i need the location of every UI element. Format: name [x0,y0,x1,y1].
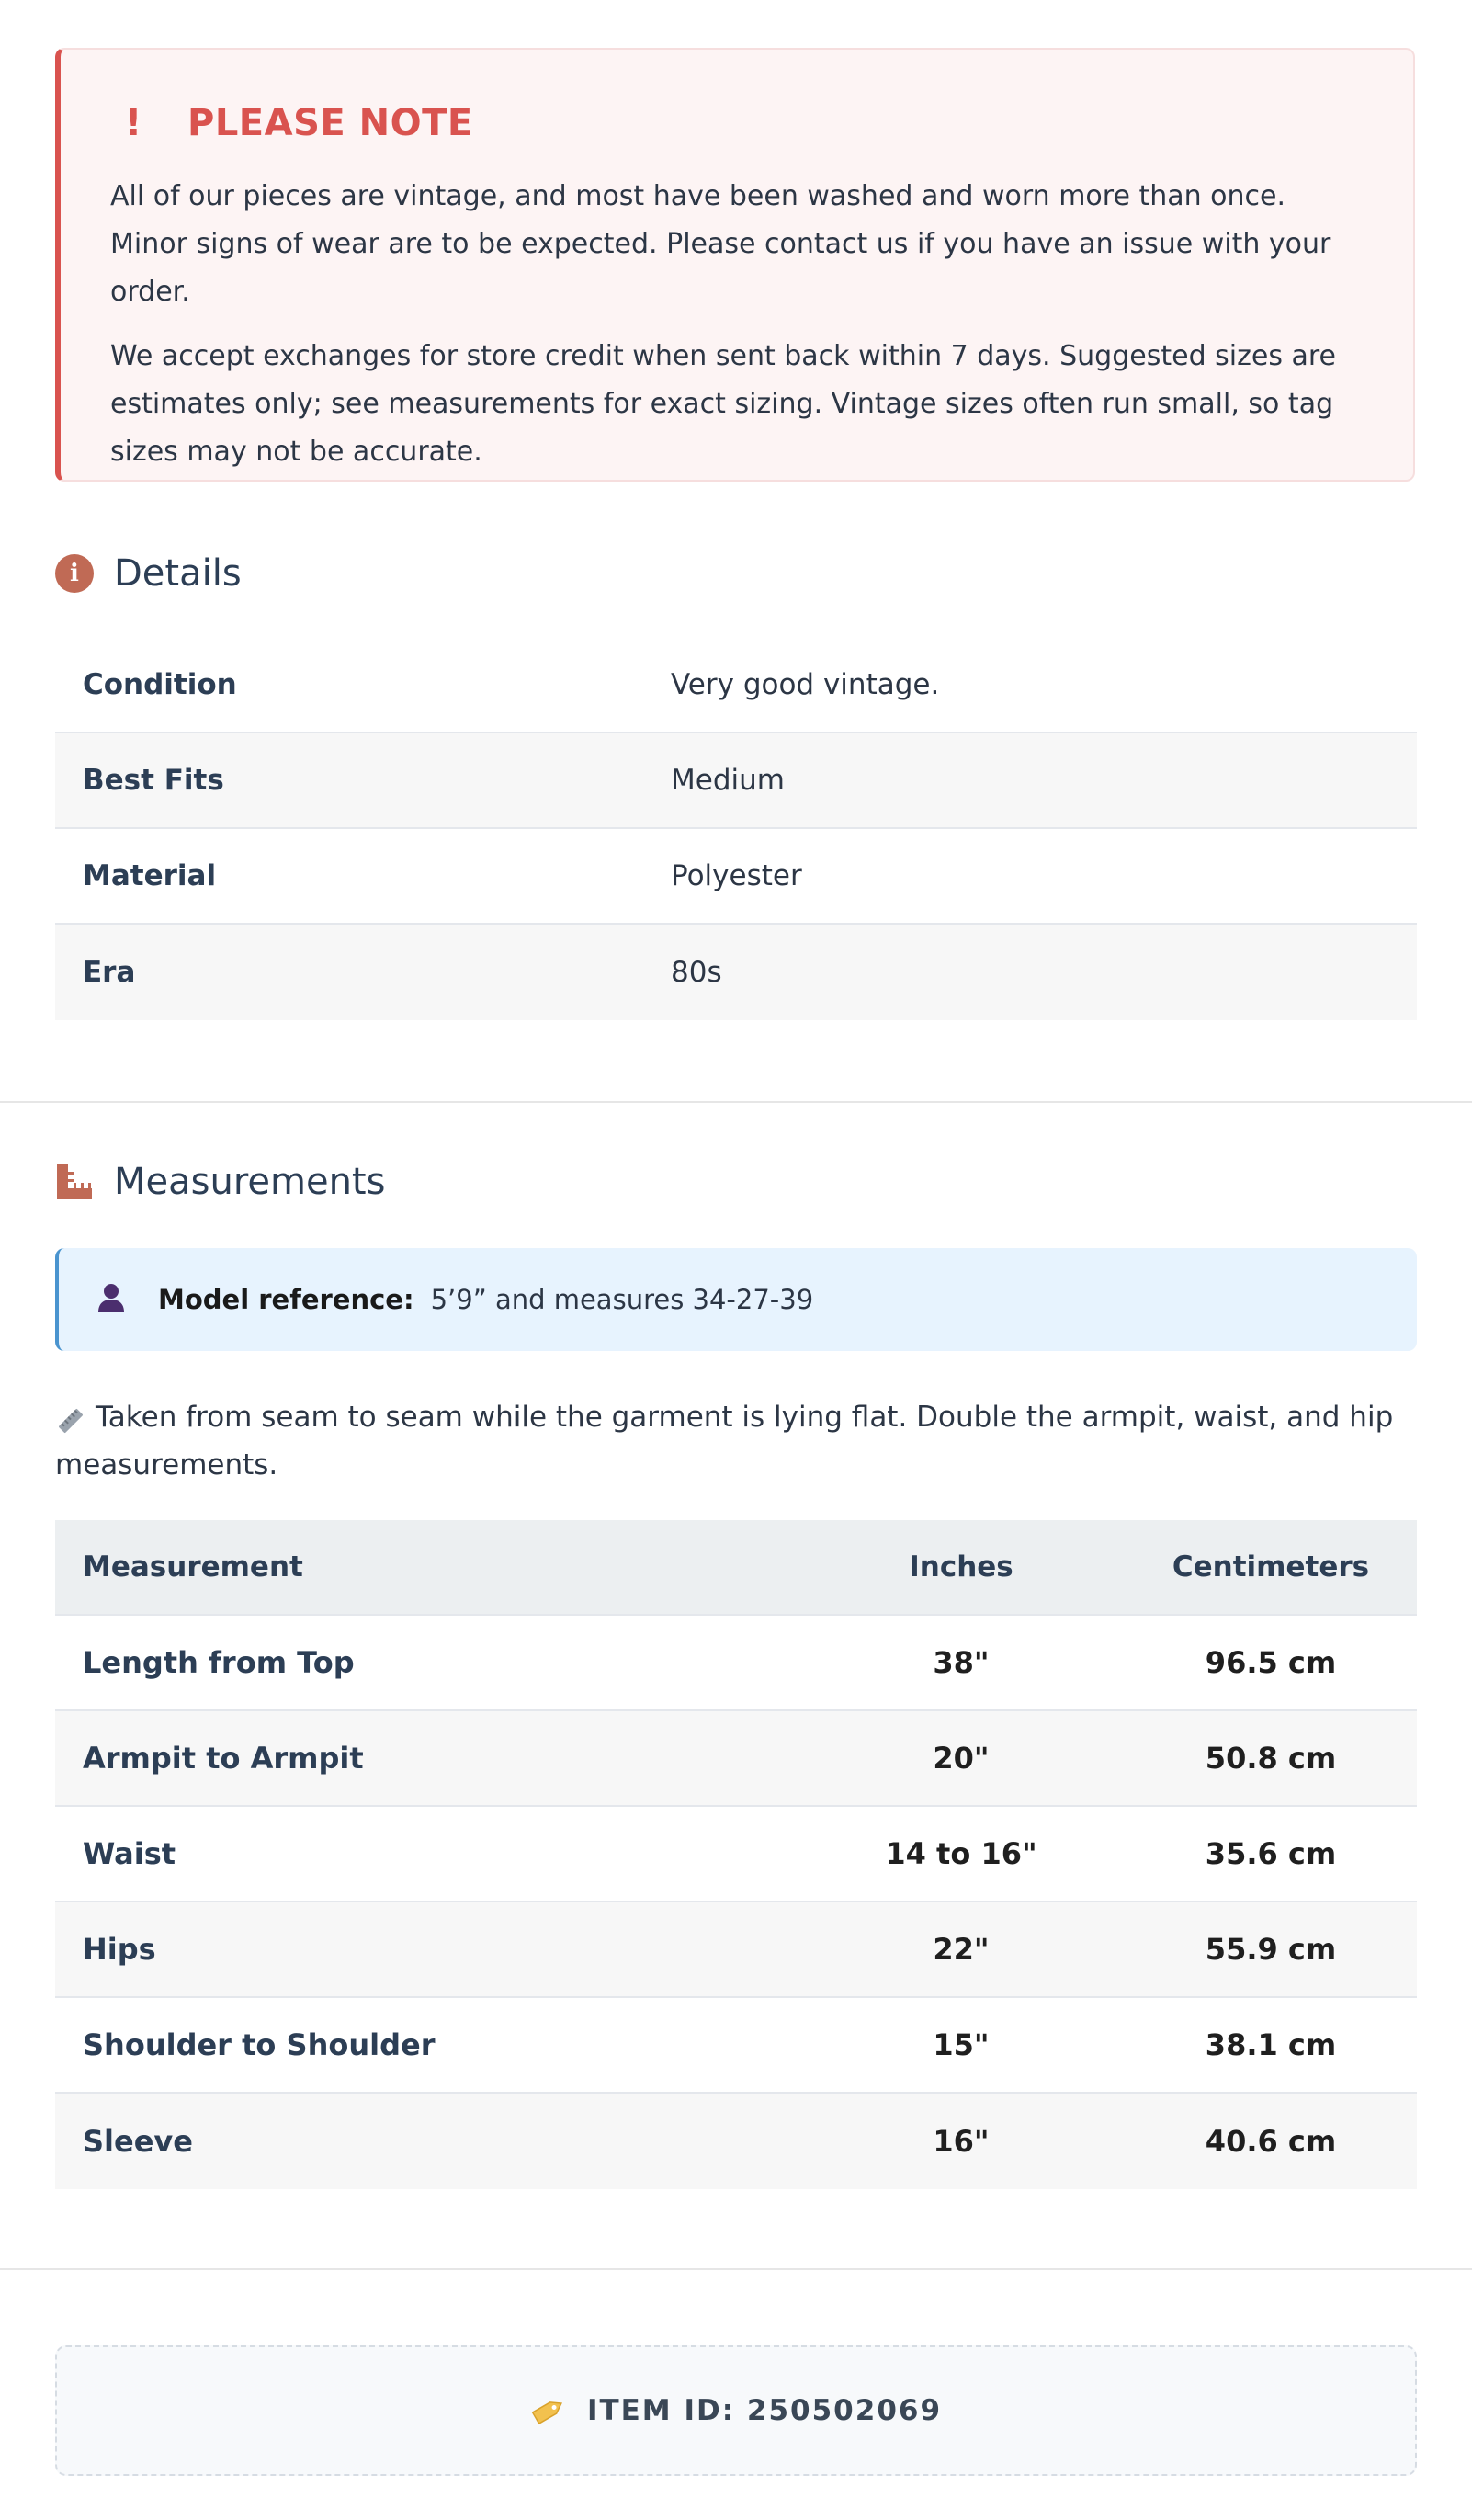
measurement-inches: 38" [933,1645,990,1680]
details-label: Condition [83,668,237,701]
notice-paragraph-1: All of our pieces are vintage, and most have been washed and worn more than once. Minor signs of wear are to be expected. Please contact us if you have an issue with your order. [110,180,1331,308]
notice-title: PLEASE NOTE [187,102,473,144]
details-title: Details [114,552,242,595]
table-row [55,1616,1417,1711]
table-row [55,1711,1417,1807]
details-table [55,638,1417,1020]
table-row [55,1998,1417,2094]
ruler-icon [55,1163,94,1201]
details-value: Very good vintage. [671,668,940,701]
measurement-inches: 15" [933,2027,990,2062]
details-value: Polyester [671,859,802,892]
measurement-name: Armpit to Armpit [83,1741,364,1776]
details-label: Material [83,859,217,892]
details-heading [55,548,242,599]
details-value: 80s [671,956,722,989]
notice-paragraph-2: We accept exchanges for store credit when sent back within 7 days. Suggested sizes are estimates only; see measurements for exact sizing. Vintage sizes often run small, so tag sizes may not be accurate. [110,340,1337,468]
measurement-inches: 14 to 16" [885,1836,1037,1871]
details-row [55,638,1417,733]
item-id-box [55,2345,1417,2476]
details-label: Era [83,956,136,989]
table-row [55,1807,1417,1902]
measurements-title: Measurements [114,1161,386,1203]
measurement-name: Waist [83,1836,176,1871]
measurements-heading [55,1156,385,1208]
info-icon: i [55,554,94,593]
notice-header [110,97,1369,149]
person-icon [96,1282,127,1317]
model-reference-value: 5’9” and measures 34-27-39 [430,1284,814,1315]
measurement-name: Hips [83,1932,156,1967]
model-reference-label: Model reference: [158,1284,414,1315]
section-divider [0,2268,1472,2270]
measurement-note [55,1393,1417,1489]
table-header-row [55,1520,1417,1616]
measurement-name: Shoulder to Shoulder [83,2027,436,2062]
measurement-cm: 96.5 cm [1205,1645,1337,1680]
section-divider [0,1101,1472,1103]
table-row [55,2094,1417,2189]
item-id-text: ITEM ID: 250502069 [586,2394,943,2427]
column-header-measurement: Measurement [83,1550,303,1584]
column-header-centimeters: Centimeters [1172,1550,1370,1584]
measurement-cm: 35.6 cm [1205,1836,1337,1871]
details-row [55,925,1417,1020]
measurement-cm: 50.8 cm [1205,1741,1337,1776]
details-label: Best Fits [83,764,224,797]
ruler-straight-icon [55,1403,86,1435]
exclamation-icon: ! [125,102,142,144]
measurement-cm: 38.1 cm [1205,2027,1337,2062]
model-reference-box [55,1248,1417,1351]
measurement-cm: 55.9 cm [1205,1932,1337,1967]
details-row [55,733,1417,829]
measurement-inches: 16" [933,2124,990,2159]
measurement-name: Length from Top [83,1645,355,1680]
table-row [55,1902,1417,1998]
measurement-inches: 20" [933,1741,990,1776]
measurements-table [55,1520,1417,2189]
measurement-name: Sleeve [83,2124,193,2159]
column-header-inches: Inches [909,1550,1013,1584]
details-row [55,829,1417,925]
measurement-note-text: Taken from seam to seam while the garment is lying flat. Double the armpit, waist, and hip measurements. [55,1401,1394,1481]
measurement-cm: 40.6 cm [1205,2124,1337,2159]
tag-icon [530,2392,567,2429]
notice-box [55,48,1415,482]
measurement-inches: 22" [933,1932,990,1967]
details-value: Medium [671,764,785,797]
